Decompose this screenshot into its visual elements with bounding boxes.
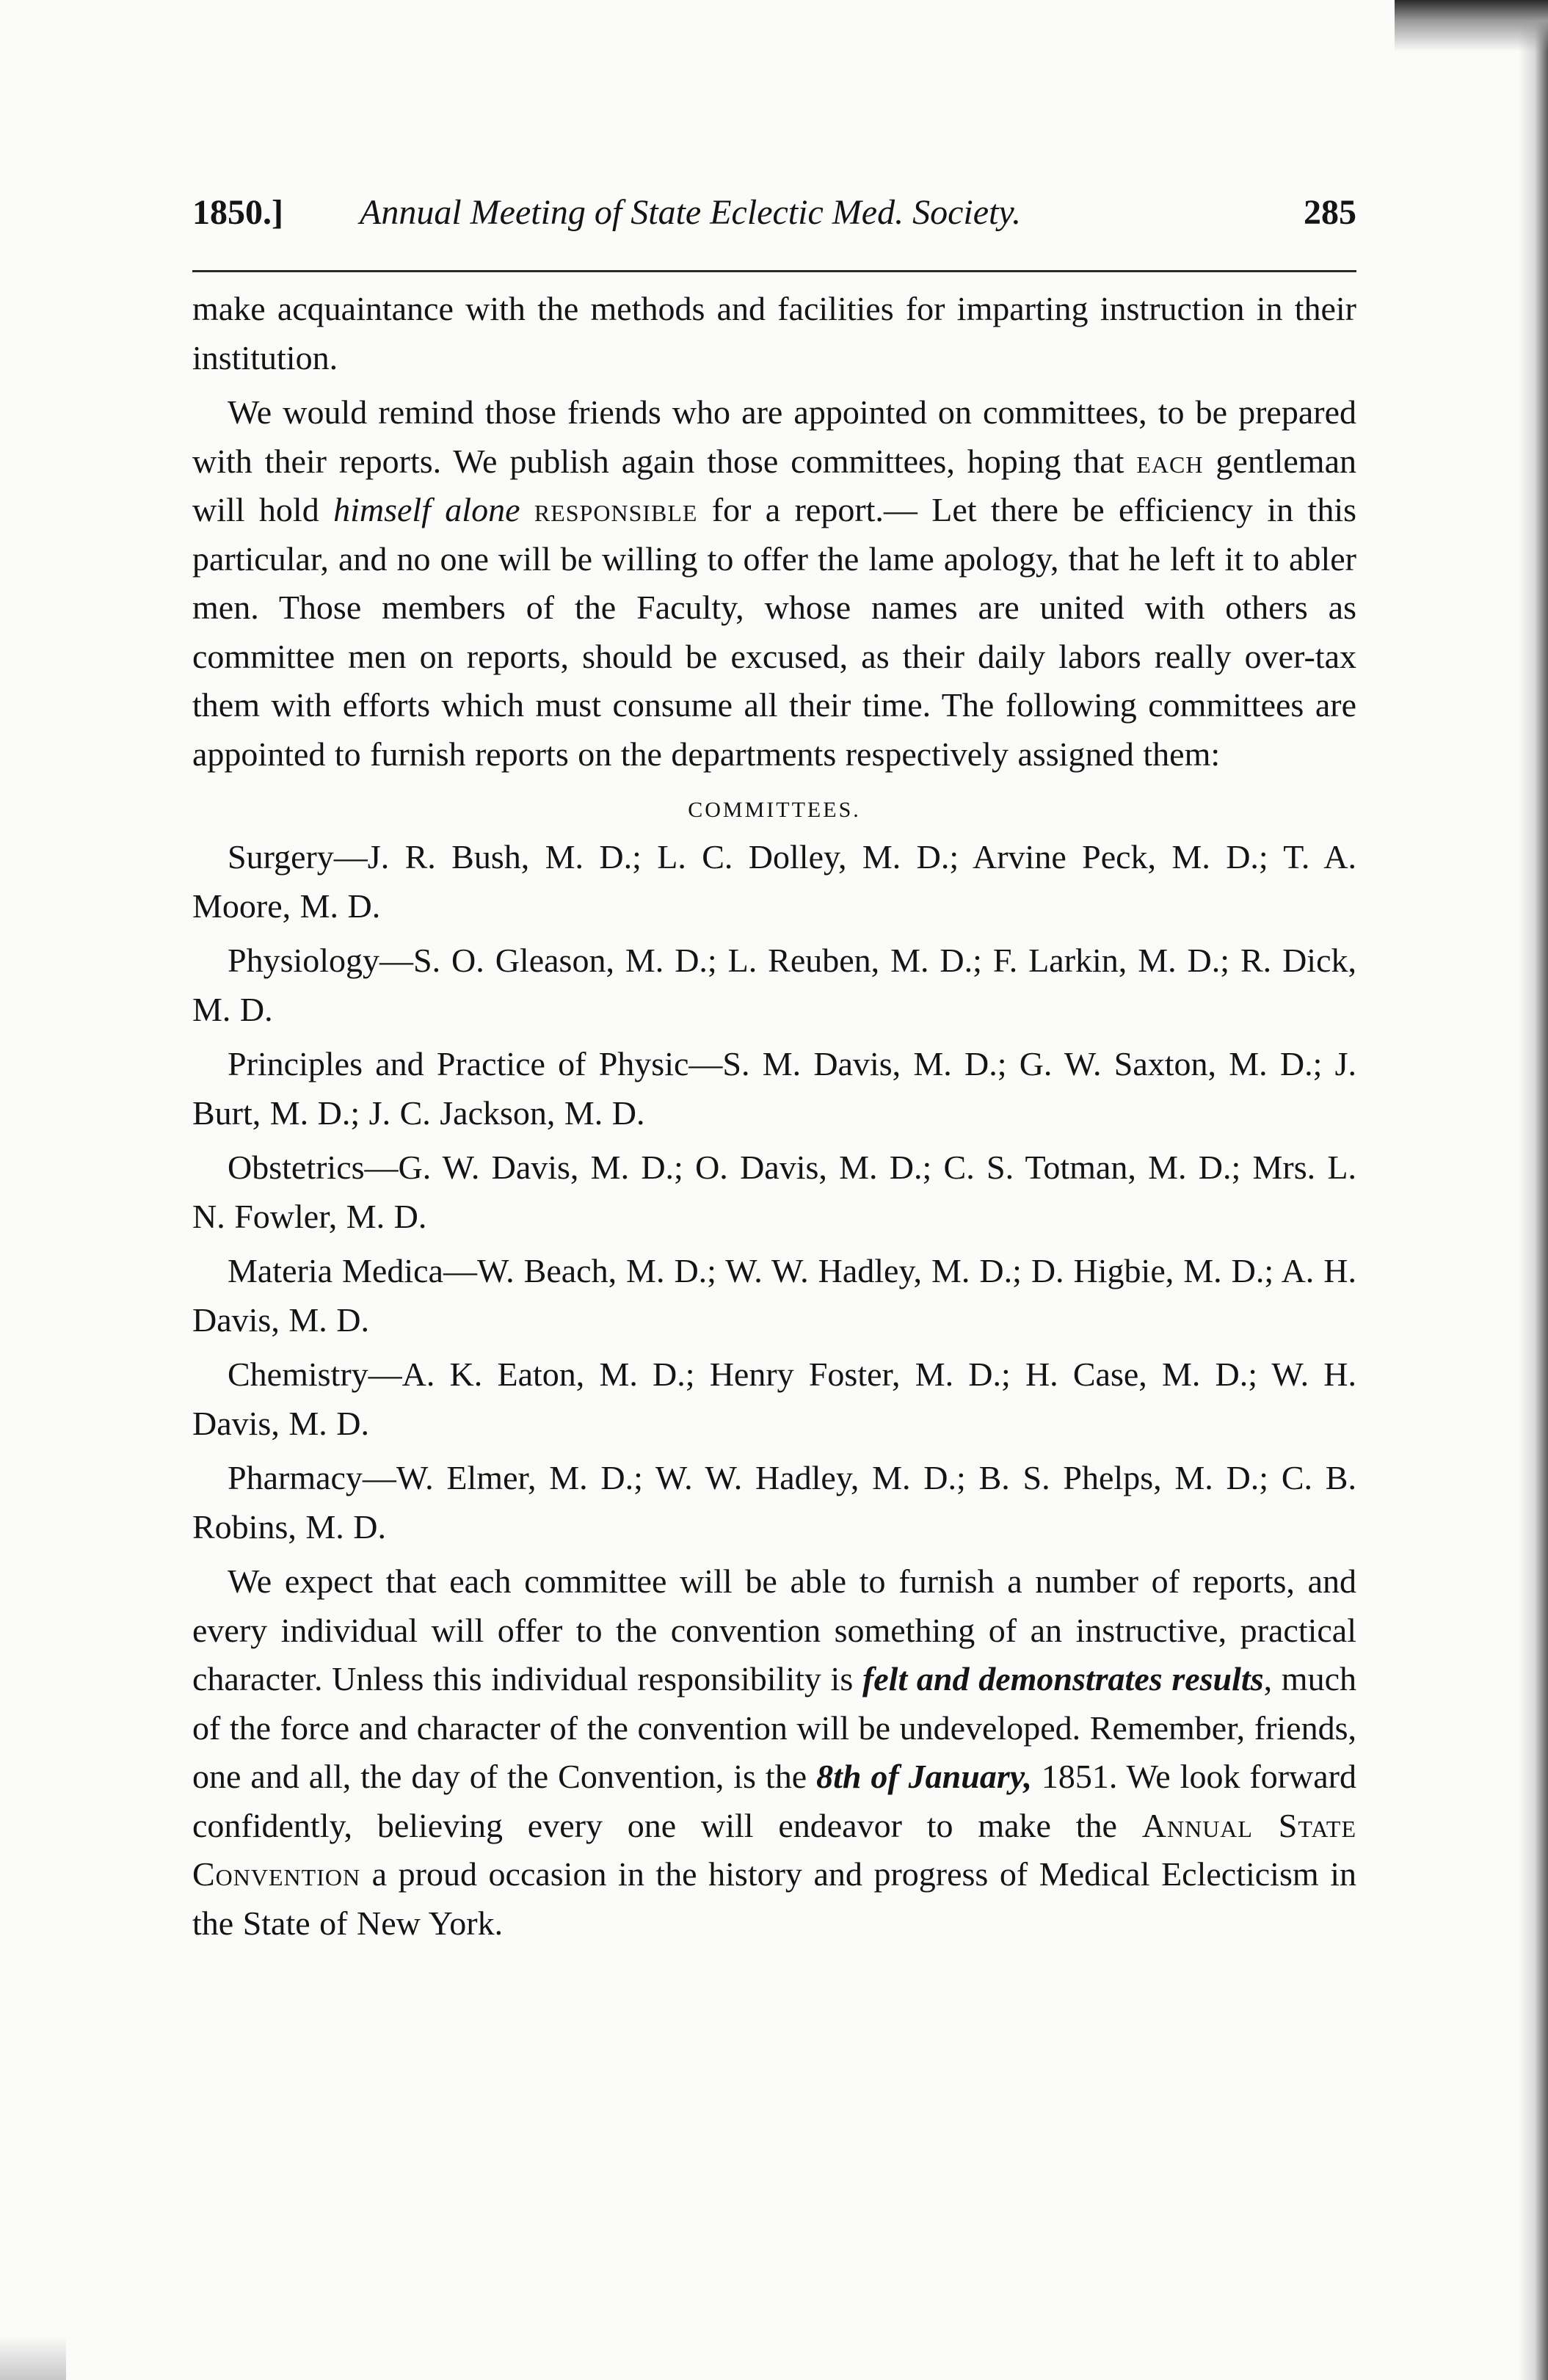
committee-obstetrics: Obstetrics—G. W. Davis, M. D.; O. Davis, M. D.; C. S. Totman, M. D.; Mrs. L. N. Fowler, M. D. xyxy=(192,1149,1356,1235)
committee-chemistry: Chemistry—A. K. Eaton, M. D.; Henry Foster, M. D.; H. Case, M. D.; W. H. Davis, M. D. xyxy=(192,1355,1356,1442)
italic-himself-alone: himself alone xyxy=(333,491,520,528)
committee-physiology: Physiology—S. O. Gleason, M. D.; L. Reuben, M. D.; F. Larkin, M. D.; R. Dick, M. D. xyxy=(192,942,1356,1028)
page-corner-shadow xyxy=(1395,0,1548,51)
header-year: 1850.] xyxy=(192,193,283,232)
page-corner-shadow-bottom xyxy=(0,2336,66,2380)
italic-date: 8th of January, xyxy=(816,1758,1032,1795)
committee-pharmacy: Pharmacy—W. Elmer, M. D.; W. W. Hadley, M. D.; B. S. Phelps, M. D.; C. B. Robins, M. D. xyxy=(192,1459,1356,1546)
text-run: We expect that each committee will be able to furnish a number of reports, and every individual will offer to the convention something of an instructive, practical character. Unless this individual responsibility is xyxy=(192,1562,1356,1697)
small-caps-each: each xyxy=(1136,442,1204,480)
committee-physic: Principles and Practice of Physic—S. M. Davis, M. D.; G. W. Saxton, M. D.; J. Burt, M. D.; J. C. Jackson, M. D. xyxy=(192,1045,1356,1132)
small-caps-annual-convention: Annual State Convention xyxy=(192,1806,1356,1893)
text-run: gentleman will hold xyxy=(192,442,1357,528)
text-run: We would remind those friends who are appointed on committees, to be prepared with their reports. We publish again those committees, hoping that xyxy=(192,393,1356,480)
text-run: a proud occasion in the history and progress of Medical Eclecticism in the State of New York. xyxy=(192,1855,1356,1942)
committee-materia-medica: Materia Medica—W. Beach, M. D.; W. W. Hadley, M. D.; D. Higbie, M. D.; A. H. Davis, M. D. xyxy=(192,1252,1356,1339)
running-header xyxy=(192,192,1356,244)
page-number: 285 xyxy=(1304,193,1356,232)
paragraph-committees-reminder xyxy=(192,388,1356,779)
running-title: Annual Meeting of State Eclectic Med. Society. xyxy=(360,193,1022,232)
text-run: 1851. We look forward confidently, believing every one will endeavor to make the xyxy=(192,1758,1356,1844)
paragraph-continued: make acquaintance with the methods and facilities for imparting instruction in their institution. xyxy=(192,290,1356,376)
text-run: for a report.— Let there be efficiency in this particular, and no one will be willing to offer the lame apology, that he left it to abler men. Those members of the Faculty, whose names are united with others as committee men on reports, should be excused, as their daily labors really over-tax them with efforts which must consume all their time. The following committees are appointed to furnish reports on the departments respectively assigned them: xyxy=(192,491,1356,773)
text-run xyxy=(520,491,534,528)
page-edge-shadow xyxy=(1519,0,1548,2380)
italic-felt-results: felt and demonstrates results xyxy=(862,1660,1264,1697)
text-run: , much of the force and character of the convention will be undeveloped. Remember, friends, one and all, the day of the Convention, is the xyxy=(192,1660,1356,1795)
paragraph-closing xyxy=(192,1557,1356,1948)
committee-surgery: Surgery—J. R. Bush, M. D.; L. C. Dolley, M. D.; Arvine Peck, M. D.; T. A. Moore, M. D. xyxy=(192,838,1356,925)
article-body xyxy=(192,285,1356,1954)
committees-heading: COMMITTEES. xyxy=(688,798,861,822)
header-rule xyxy=(192,270,1356,272)
small-caps-responsible: responsible xyxy=(534,491,698,528)
